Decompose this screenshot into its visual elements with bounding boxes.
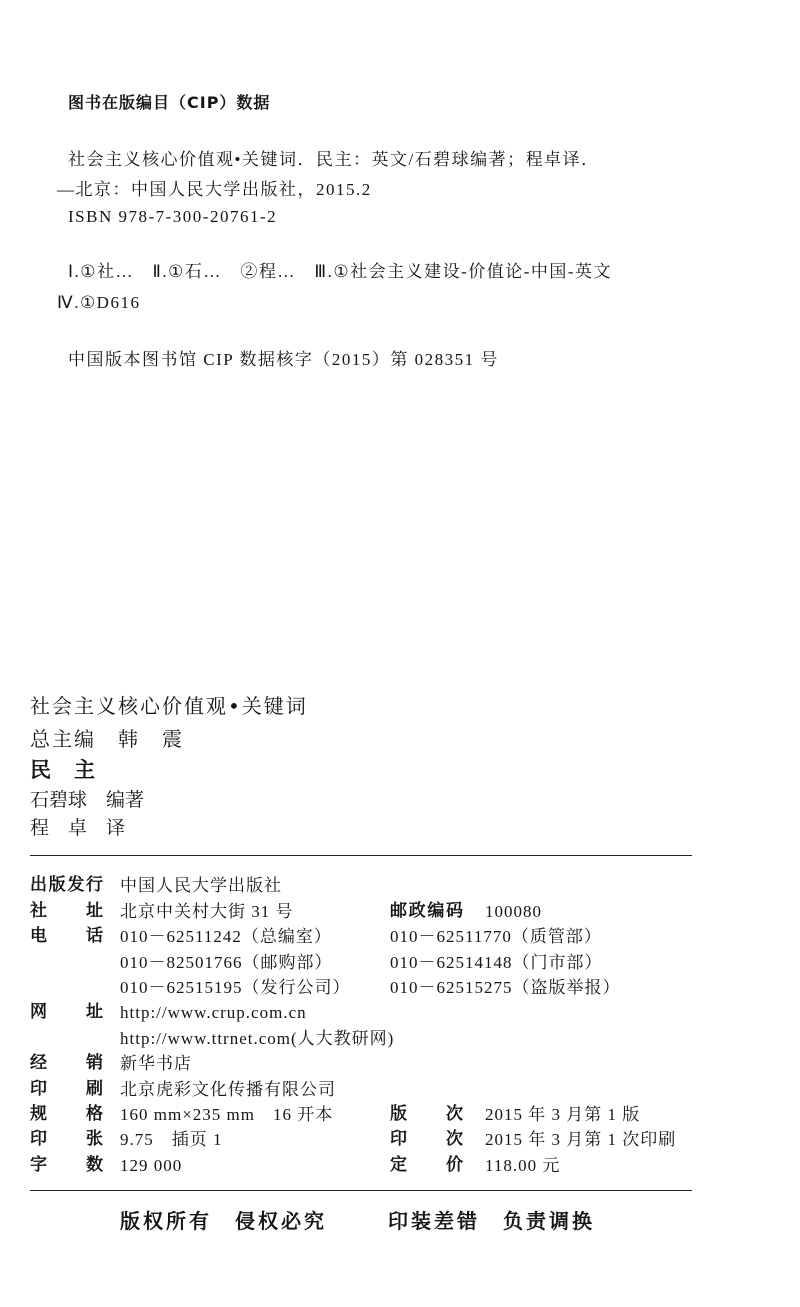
price-label: 定 价 [390, 1155, 463, 1175]
phone-number: 010－62515195（发行公司） [120, 978, 351, 997]
row-phone-1 [0, 924, 800, 949]
cip-classification-line-2: Ⅳ.①D616 [57, 293, 141, 312]
chief-editor: 总主编 韩 震 [30, 727, 184, 751]
word-count-label: 字 数 [30, 1155, 103, 1175]
publisher-value: 中国人民大学出版社 [120, 876, 282, 895]
row-publisher [0, 873, 800, 898]
row-word-count [0, 1153, 800, 1178]
edition-label: 版 次 [390, 1104, 463, 1124]
cip-heading: 图书在版编目（CIP）数据 [68, 93, 271, 112]
postcode-label: 邮政编码 [390, 901, 463, 921]
format-value: 160 mm×235 mm 16 开本 [120, 1105, 334, 1124]
phone-number: 010－62511242（总编室） [120, 927, 332, 946]
printer-value: 北京虎彩文化传播有限公司 [120, 1080, 336, 1099]
impression-value: 2015 年 3 月第 1 次印刷 [485, 1130, 677, 1149]
word-count-value: 129 000 [120, 1156, 183, 1175]
distributor-value: 新华书店 [120, 1054, 192, 1073]
cip-publisher-line: —北京：中国人民大学出版社，2015.2 [57, 180, 372, 199]
cip-classification-line-1: Ⅰ.①社… Ⅱ.①石… ②程… Ⅲ.①社会主义建设-价值论-中国-英文 [68, 262, 613, 281]
sheets-value: 9.75 插页 1 [120, 1130, 223, 1149]
row-website-1 [0, 1000, 800, 1025]
phone-number: 010－62515275（盗版举报） [390, 978, 621, 997]
impression-label: 印 次 [390, 1129, 463, 1149]
address-value: 北京中关村大街 31 号 [120, 902, 294, 921]
cip-title-line: 社会主义核心价值观•关键词．民主：英文/石碧球编著；程卓译． [68, 150, 600, 169]
printer-label: 印 刷 [30, 1079, 103, 1099]
book-title: 民 主 [30, 758, 96, 782]
format-label: 规 格 [30, 1104, 103, 1124]
phone-number: 010－62514148（门市部） [390, 953, 603, 972]
divider-top [30, 855, 692, 856]
author-credit: 石碧球 编著 [30, 789, 145, 811]
rights-reserved-notice: 版权所有 侵权必究 [120, 1209, 327, 1233]
translator-credit: 程 卓 译 [30, 817, 126, 839]
phone-label: 电 话 [30, 926, 103, 946]
row-address [0, 899, 800, 924]
divider-bottom [30, 1190, 692, 1191]
cip-record-number: 中国版本图书馆 CIP 数据核字（2015）第 028351 号 [68, 350, 499, 369]
website-url: http://www.ttrnet.com(人大教研网) [120, 1029, 395, 1048]
misprint-exchange-notice: 印装差错 负责调换 [388, 1209, 595, 1233]
row-phone-3 [0, 975, 800, 1000]
series-title: 社会主义核心价值观•关键词 [30, 694, 308, 718]
row-printer [0, 1077, 800, 1102]
row-sheets [0, 1127, 800, 1152]
postcode-value: 100080 [485, 902, 542, 921]
address-label: 社 址 [30, 901, 103, 921]
row-website-2 [0, 1026, 800, 1051]
website-url: http://www.crup.com.cn [120, 1003, 307, 1022]
distributor-label: 经 销 [30, 1053, 103, 1073]
cip-isbn: ISBN 978-7-300-20761-2 [68, 207, 278, 226]
publisher-label: 出版发行 [30, 875, 103, 895]
phone-number: 010－62511770（质管部） [390, 927, 602, 946]
row-phone-2 [0, 950, 800, 975]
price-value: 118.00 元 [485, 1156, 561, 1175]
phone-number: 010－82501766（邮购部） [120, 953, 333, 972]
sheets-label: 印 张 [30, 1129, 103, 1149]
website-label: 网 址 [30, 1002, 103, 1022]
row-format [0, 1102, 800, 1127]
edition-value: 2015 年 3 月第 1 版 [485, 1105, 641, 1124]
row-distributor [0, 1051, 800, 1076]
